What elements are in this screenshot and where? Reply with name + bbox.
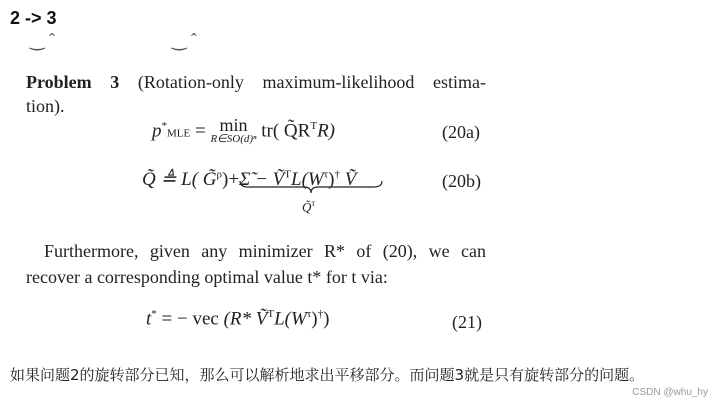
problem-title-line1 (26, 70, 486, 94)
underbrace (238, 180, 384, 194)
problem-label: Problem 3 (26, 72, 120, 92)
equation-20b: Q̃ ≜ L( G̃$^\rho$)+Σ̃ − $Ṽ^TL(W^\tau)^\dagger$ Ṽ (142, 168, 357, 190)
paragraph-line1: Furthermore, given any minimizer R* of (20), we can (44, 241, 486, 261)
caption-text: 如果问题2的旋转部分已知，那么可以解析地求出平移部分。而问题3就是只有旋转部分的问题。 (10, 366, 645, 384)
problem-title: (Rotation-only maximum-likelihood estima- (119, 72, 487, 92)
equation-20a: p*MLE = min R∈SO(d)ⁿ tr( $Q̃R^TR$) (152, 115, 335, 145)
paragraph-line2: recover a corresponding optimal value t* for t via: (26, 267, 388, 287)
equation-21: t* = − vec (R* $Ṽ^TL(W^\tau)^\dagger$) (146, 308, 330, 330)
paper-excerpt-image (0, 30, 720, 350)
cropped-text-fragment: ‿ ˆ ‿ ˆ (30, 30, 197, 50)
section-heading: 2 -> 3 (10, 8, 57, 28)
watermark: CSDN @whu_hy (632, 387, 708, 398)
equation-number-20b: (20b) (442, 171, 481, 191)
underbrace-label: Q̃$^\tau$ (302, 198, 316, 215)
equation-number-20a: (20a) (442, 122, 480, 142)
body-paragraph (26, 238, 486, 290)
min-operator: min R∈SO(d)ⁿ (210, 115, 257, 145)
problem-title-line2: tion). (26, 96, 65, 116)
equation-number-21: (21) (452, 312, 482, 332)
